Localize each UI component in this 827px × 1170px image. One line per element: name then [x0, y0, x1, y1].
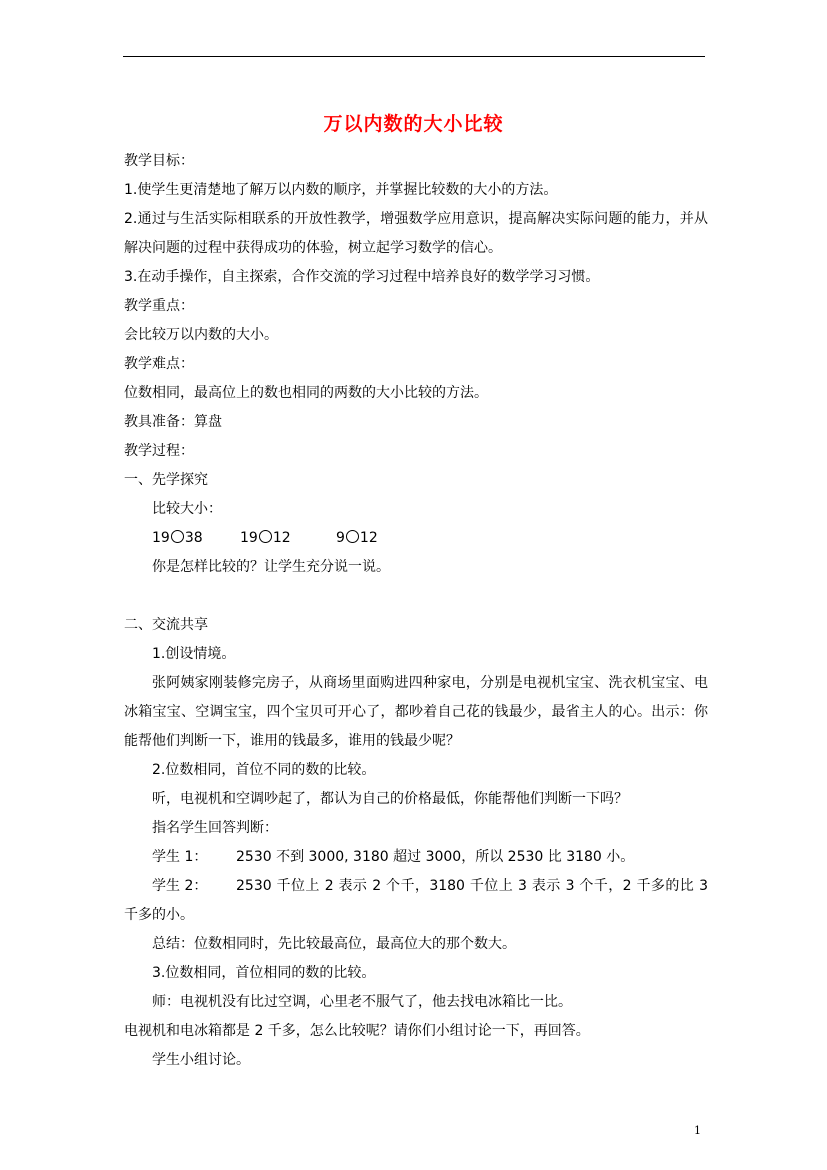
compare-right: 12: [359, 530, 378, 546]
goals-heading: 教学目标：: [124, 153, 194, 169]
step-2: 2.位数相同，首位不同的数的比较。: [152, 762, 376, 778]
step-3: 3.位数相同，首位相同的数的比较。: [152, 965, 376, 981]
compare-item: [152, 524, 240, 553]
blank-circle-icon: [171, 530, 184, 543]
student-2-answer: [124, 872, 708, 930]
key-heading: 教学重点：: [124, 298, 194, 314]
difficulty-heading: 教学难点：: [124, 356, 194, 372]
process-heading: 教学过程：: [124, 443, 194, 459]
page-number: 1: [694, 1124, 701, 1137]
compare-item: [240, 524, 336, 553]
tv-ac-paragraph: 听，电视机和空调吵起了，都认为自己的价格最低，你能帮他们判断一下吗？: [152, 791, 628, 807]
student-1-text: 2530 不到 3000, 3180 超过 3000，所以 2530 比 3180 小。: [236, 849, 635, 865]
section-2-heading: 二、交流共享: [124, 617, 208, 633]
compare-label: 比较大小：: [152, 501, 222, 517]
compare-item: [336, 524, 378, 553]
teacher-line: 师：电视机没有比过空调，心里老不服气了，他去找电冰箱比一比。: [152, 994, 572, 1010]
compare-right: 12: [272, 530, 291, 546]
goal-1: 1.使学生更清楚地了解万以内数的顺序，并掌握比较数的大小的方法。: [124, 182, 558, 198]
document-body: [124, 147, 708, 1075]
document-title: 万以内数的大小比较: [323, 113, 504, 135]
step-1: 1.创设情境。: [152, 646, 236, 662]
compare-question: 你是怎样比较的？让学生充分说一说。: [152, 559, 390, 575]
student-2-label: 学生 2：: [152, 878, 208, 894]
summary: 总结：位数相同时，先比较最高位，最高位大的那个数大。: [152, 936, 516, 952]
key-text: 会比较万以内数的大小。: [124, 327, 278, 343]
blank-circle-icon: [346, 530, 359, 543]
difficulty-text: 位数相同，最高位上的数也相同的两数的大小比较的方法。: [124, 385, 488, 401]
blank-circle-icon: [259, 530, 272, 543]
student-2-text: 2530 千位上 2 表示 2 个千，3180 千位上 3 表示 3 个千，2 千多的比 3 千多的小。: [124, 878, 708, 923]
student-1-answer: [124, 843, 708, 872]
header-rule: [123, 56, 705, 57]
blank-line: [124, 582, 708, 611]
tv-fridge-line: 电视机和电冰箱都是 2 千多，怎么比较呢？请你们小组讨论一下，再回答。: [124, 1023, 590, 1039]
goal-2: 2.通过与生活实际相联系的开放性教学，增强数学应用意识，提高解决实际问题的能力，并从解决问题的过程中获得成功的体验，树立起学习数学的信心。: [124, 211, 708, 256]
compare-row: [124, 524, 708, 553]
compare-left: 19: [240, 530, 258, 546]
section-1-heading: 一、先学探究: [124, 472, 208, 488]
group-discussion: 学生小组讨论。: [152, 1052, 250, 1068]
compare-left: 19: [152, 530, 170, 546]
compare-right: 38: [184, 530, 203, 546]
tools-text: 教具准备：算盘: [124, 414, 222, 430]
scenario-paragraph: 张阿姨家刚装修完房子，从商场里面购进四种家电，分别是电视机宝宝、洗衣机宝宝、电冰箱宝宝、空调宝宝，四个宝贝可开心了，都吵着自己花的钱最少，最省主人的心。出示：你能帮他们判断一下，谁用的钱最多，谁用的钱最少呢？: [124, 675, 708, 749]
call-students: 指名学生回答判断：: [152, 820, 278, 836]
goal-3: 3.在动手操作，自主探索，合作交流的学习过程中培养良好的数学学习习惯。: [124, 269, 600, 285]
student-1-label: 学生 1：: [152, 849, 208, 865]
compare-left: 9: [336, 530, 345, 546]
